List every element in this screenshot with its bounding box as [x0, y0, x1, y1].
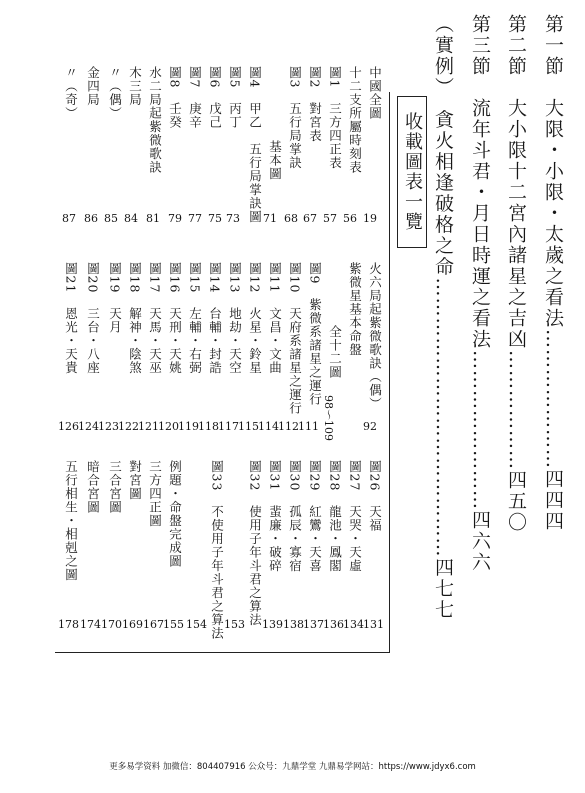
- list-item: 圖3 五行局掌訣: [287, 66, 303, 170]
- page-number: 19: [363, 212, 377, 225]
- list-item: 圖20 三台・八座: [85, 262, 101, 375]
- list-item: 全十二圖: [327, 325, 343, 379]
- footer-notice: 更多易学资料 加微信：804407916 公众号：九鼎学堂 九鼎易学网站：https://www.jdyx6.com: [109, 762, 476, 772]
- page-number: 169: [122, 618, 143, 631]
- list-item: 紫微星基本命盤: [347, 262, 363, 357]
- frame-vertical-rule: [389, 92, 390, 652]
- page-number: 139: [262, 618, 283, 631]
- list-item: 木三局: [127, 66, 143, 107]
- list-item: 金四局: [85, 66, 101, 107]
- page-number: 134: [343, 618, 364, 631]
- list-item: 圖12 火星・鈴星: [247, 262, 263, 375]
- list-item: 圖18 解神・陰煞: [127, 262, 143, 375]
- section-1-heading: 第一節 大限・小限・太歲之看法…………………四四四: [542, 14, 564, 532]
- frame-horizontal-rule: [55, 652, 390, 653]
- page-number: 79: [168, 212, 182, 225]
- list-item: 圖2 對宮表: [307, 66, 323, 143]
- list-item: 圖31 蜚廉・破碎: [267, 460, 283, 573]
- page-number: 114: [258, 420, 279, 433]
- list-item: 圖6 戊己: [207, 66, 223, 129]
- section-3-heading: 第三節 流年斗君・月日時運之看法……………………四六六: [469, 14, 491, 573]
- page-number: 122: [118, 420, 139, 433]
- page-number: 57: [323, 212, 337, 225]
- list-item: 圖17 天馬・天巫: [147, 262, 163, 375]
- page-number: 120: [158, 420, 179, 433]
- list-item: 圖33 不使用子年斗君之算法: [209, 460, 225, 640]
- list-item: 圖10 天府系諸星之運行: [287, 262, 303, 415]
- page-number: 137: [303, 618, 324, 631]
- list-item: 例題・命盤完成圖: [167, 460, 183, 568]
- page-number: 155: [163, 618, 184, 631]
- page-number: 121: [138, 420, 159, 433]
- list-item: 圖11 文昌・文曲: [267, 262, 283, 375]
- page-number: 111: [298, 420, 319, 433]
- figure-list-title: 收載圖表一覽: [397, 96, 427, 248]
- list-item: 〃（偶）: [107, 66, 123, 120]
- list-item: 暗合宮圖: [85, 460, 101, 514]
- page-number: 81: [146, 212, 160, 225]
- page-number: 86: [84, 212, 98, 225]
- page-number: 56: [343, 212, 357, 225]
- page-number: 85: [104, 212, 118, 225]
- section-2-heading: 第二節 大小限十二宮內諸星之吉凶………………四五〇: [505, 14, 527, 533]
- page-number: 73: [226, 212, 240, 225]
- page-number: 77: [188, 212, 202, 225]
- list-item: 圖13 地劫・天空: [227, 262, 243, 375]
- page-number: 68: [284, 212, 298, 225]
- list-item: 火六局起紫微歌訣（偶）: [367, 262, 383, 411]
- page-number: 84: [124, 212, 138, 225]
- page-number: 178: [58, 618, 79, 631]
- list-item: 圖8 壬癸: [167, 66, 183, 129]
- example-heading: （實例） 貪火相逢破格之命……………………………………四七七: [432, 14, 454, 621]
- page-number: 75: [208, 212, 222, 225]
- list-item: 三合宮圖: [107, 460, 123, 514]
- page-number: 115: [238, 420, 259, 433]
- list-item: 圖21 恩光・天貴: [63, 262, 79, 375]
- list-item: 〃（奇）: [63, 66, 79, 120]
- list-item: 十二支所屬時刻表: [347, 66, 363, 174]
- list-item: 圖30 孤辰・寡宿: [287, 460, 303, 573]
- list-item: 圖16 天刑・天姚: [167, 262, 183, 375]
- list-item: 圖1 三方四正表: [327, 66, 343, 170]
- page-number: 119: [178, 420, 199, 433]
- page-number: 153: [224, 618, 245, 631]
- page-number: 174: [80, 618, 101, 631]
- list-item: 圖15 左輔・右弼: [187, 262, 203, 375]
- list-item: 圖5 丙丁: [227, 66, 243, 129]
- list-item: 圖14 台輔・封誥: [207, 262, 223, 375]
- page-number: 118: [198, 420, 219, 433]
- page-number: 138: [283, 618, 304, 631]
- page-number: 123: [98, 420, 119, 433]
- page-number: 98～109: [322, 395, 335, 441]
- list-item: 圖26 天福: [367, 460, 383, 532]
- list-item: 中國全圖: [367, 66, 383, 120]
- list-item: 圖7 庚辛: [187, 66, 203, 129]
- page-number: 136: [323, 618, 344, 631]
- list-item: 五行相生・相剋之圖: [63, 460, 79, 582]
- page-number: 87: [62, 212, 76, 225]
- page-number: 67: [303, 212, 317, 225]
- list-item: 水二局起紫微歌訣: [147, 66, 163, 174]
- page-number: 167: [143, 618, 164, 631]
- page-number: 126: [58, 420, 79, 433]
- page-number: 170: [101, 618, 122, 631]
- list-item: 基本圖: [267, 140, 283, 181]
- list-item: 圖9 紫微系諸星之運行: [307, 262, 323, 406]
- list-item: 圖29 紅鸞・天喜: [307, 460, 323, 573]
- list-item: 對宮圖: [127, 460, 143, 501]
- list-item: 圖32 使用子年斗君之算法: [247, 460, 263, 627]
- list-item: 圖4 甲乙 五行局掌訣圖: [247, 66, 263, 224]
- page-number: 71: [263, 212, 277, 225]
- page-number: 154: [186, 618, 207, 631]
- list-item: 圖19 天月: [107, 262, 123, 334]
- page-number: 124: [78, 420, 99, 433]
- page-number: 117: [218, 420, 239, 433]
- page-number: 92: [363, 420, 377, 433]
- list-item: 三方四正圖: [147, 460, 163, 528]
- page-number: 112: [278, 420, 299, 433]
- list-item: 圖27 天哭・天虛: [347, 460, 363, 573]
- page-number: 131: [363, 618, 384, 631]
- list-item: 圖28 龍池・鳳閣: [327, 460, 343, 573]
